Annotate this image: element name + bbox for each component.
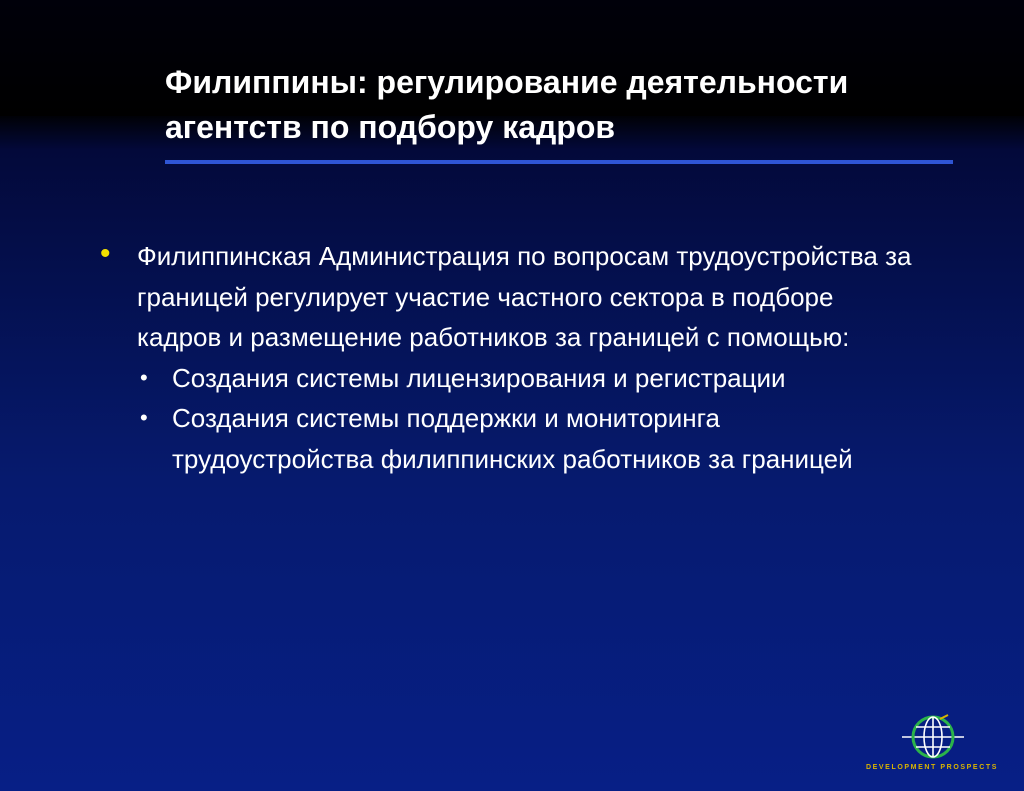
development-prospects-logo xyxy=(862,712,1002,782)
title-underline xyxy=(165,160,953,164)
sub-bullet-item xyxy=(100,398,920,479)
bullet-text: Филиппинская Администрация по вопросам трудоустройства за границей регулирует участие частного сектора в подборе кадров и размещение работников за границей с помощью: xyxy=(137,241,912,352)
sub-bullet-marker: • xyxy=(140,364,148,390)
sub-bullet-list xyxy=(100,358,920,480)
bullet-item xyxy=(100,236,920,358)
globe-icon xyxy=(900,712,966,762)
sub-bullet-text: Создания системы поддержки и мониторинга трудоустройства филиппинских работников за границей xyxy=(172,403,853,474)
sub-bullet-item xyxy=(100,358,920,399)
bullet-marker: • xyxy=(100,237,111,270)
sub-bullet-marker: • xyxy=(140,405,148,430)
slide-title: Филиппины: регулирование деятельности агентств по подбору кадров xyxy=(165,64,849,145)
sub-bullet-text: Создания системы лицензирования и регистрации xyxy=(172,362,786,393)
logo-text: DEVELOPMENT PROSPECTS xyxy=(865,764,998,771)
slide-body xyxy=(100,236,920,479)
